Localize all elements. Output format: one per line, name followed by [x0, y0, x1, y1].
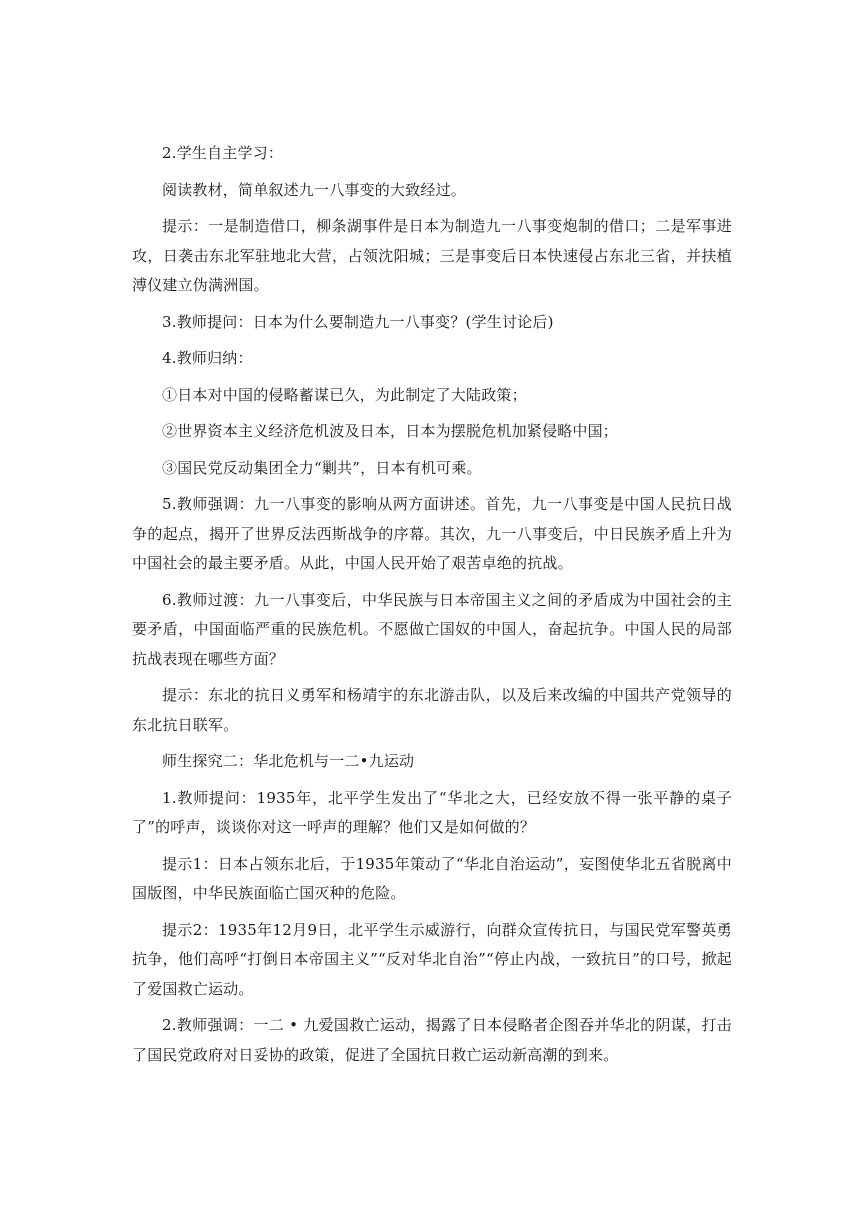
- summary-item-1: ①日本对中国的侵略蓄谋已久，为此制定了大陆政策；: [162, 385, 527, 404]
- teacher-question-1935: 1.教师提问：1935年，北平学生发出了“华北之大，已经安放不得一张平静的桌子了”的呼声，谈谈你对这一呼声的理解？他们又是如何做的？: [132, 788, 732, 836]
- teacher-question-paragraph: 3.教师提问：日本为什么要制造九一八事变？(学生讨论后): [162, 312, 554, 331]
- hint-paragraph-resistance: 提示：东北的抗日义勇军和杨靖宇的东北游击队，以及后来改编的中国共产党领导的东北抗日联军。: [132, 686, 732, 734]
- teacher-emphasis-1209-paragraph: 2.教师强调：一二 • 九爱国救亡运动，揭露了日本侵略者企图吞并华北的阴谋，打击了国民党政府对日妥协的政策，促进了全国抗日救亡运动新高潮的到来。: [132, 1016, 732, 1064]
- hint-paragraph: 提示：一是制造借口，柳条湖事件是日本为制造九一八事变炮制的借口；二是军事进攻，日袭击东北军驻地北大营，占领沈阳城；三是事变后日本快速侵占东北三省，并扶植溥仪建立伪满洲国。: [132, 217, 732, 294]
- hint-2-paragraph: 提示2：1935年12月9日，北平学生示威游行，向群众宣传抗日，与国民党军警英勇抗争，他们高呼“打倒日本帝国主义”“反对华北自治”“停止内战，一致抗日”的口号，掀起了爱国救亡运动。: [132, 920, 732, 998]
- teacher-emphasis-paragraph: 5.教师强调：九一八事变的影响从两方面讲述。首先，九一八事变是中国人民抗日战争的起点，揭开了世界反法西斯战争的序幕。其次，九一八事变后，中日民族矛盾上升为中国社会的最主要矛盾。从此，中国人民开始了艰苦卓绝的抗战。: [132, 495, 732, 572]
- summary-item-2: ②世界资本主义经济危机波及日本，日本为摆脱危机加紧侵略中国；: [162, 422, 619, 440]
- teacher-transition-paragraph: 6.教师过渡：九一八事变后，中华民族与日本帝国主义之间的矛盾成为中国社会的主要矛盾，中国面临严重的民族危机。不愿做亡国奴的中国人，奋起抗争。中国人民的局部抗战表现在哪些方面？: [132, 590, 732, 668]
- section-heading-student-study: 2.学生自主学习：: [162, 144, 284, 162]
- inquiry-two-heading: 师生探究二：华北危机与一二•九运动: [162, 752, 415, 770]
- teacher-summary-heading: 4.教师归纳：: [162, 349, 253, 367]
- task-paragraph: 阅读教材，简单叙述九一八事变的大致经过。: [162, 180, 467, 199]
- summary-item-3: ③国民党反动集团全力“剿共”，日本有机可乘。: [162, 458, 482, 477]
- hint-1-paragraph: 提示1：日本占领东北后，于1935年策动了“华北自治运动”，妄图使华北五省脱离中国版图，中华民族面临亡国灭种的危险。: [132, 854, 732, 902]
- document-body: [132, 139, 732, 1077]
